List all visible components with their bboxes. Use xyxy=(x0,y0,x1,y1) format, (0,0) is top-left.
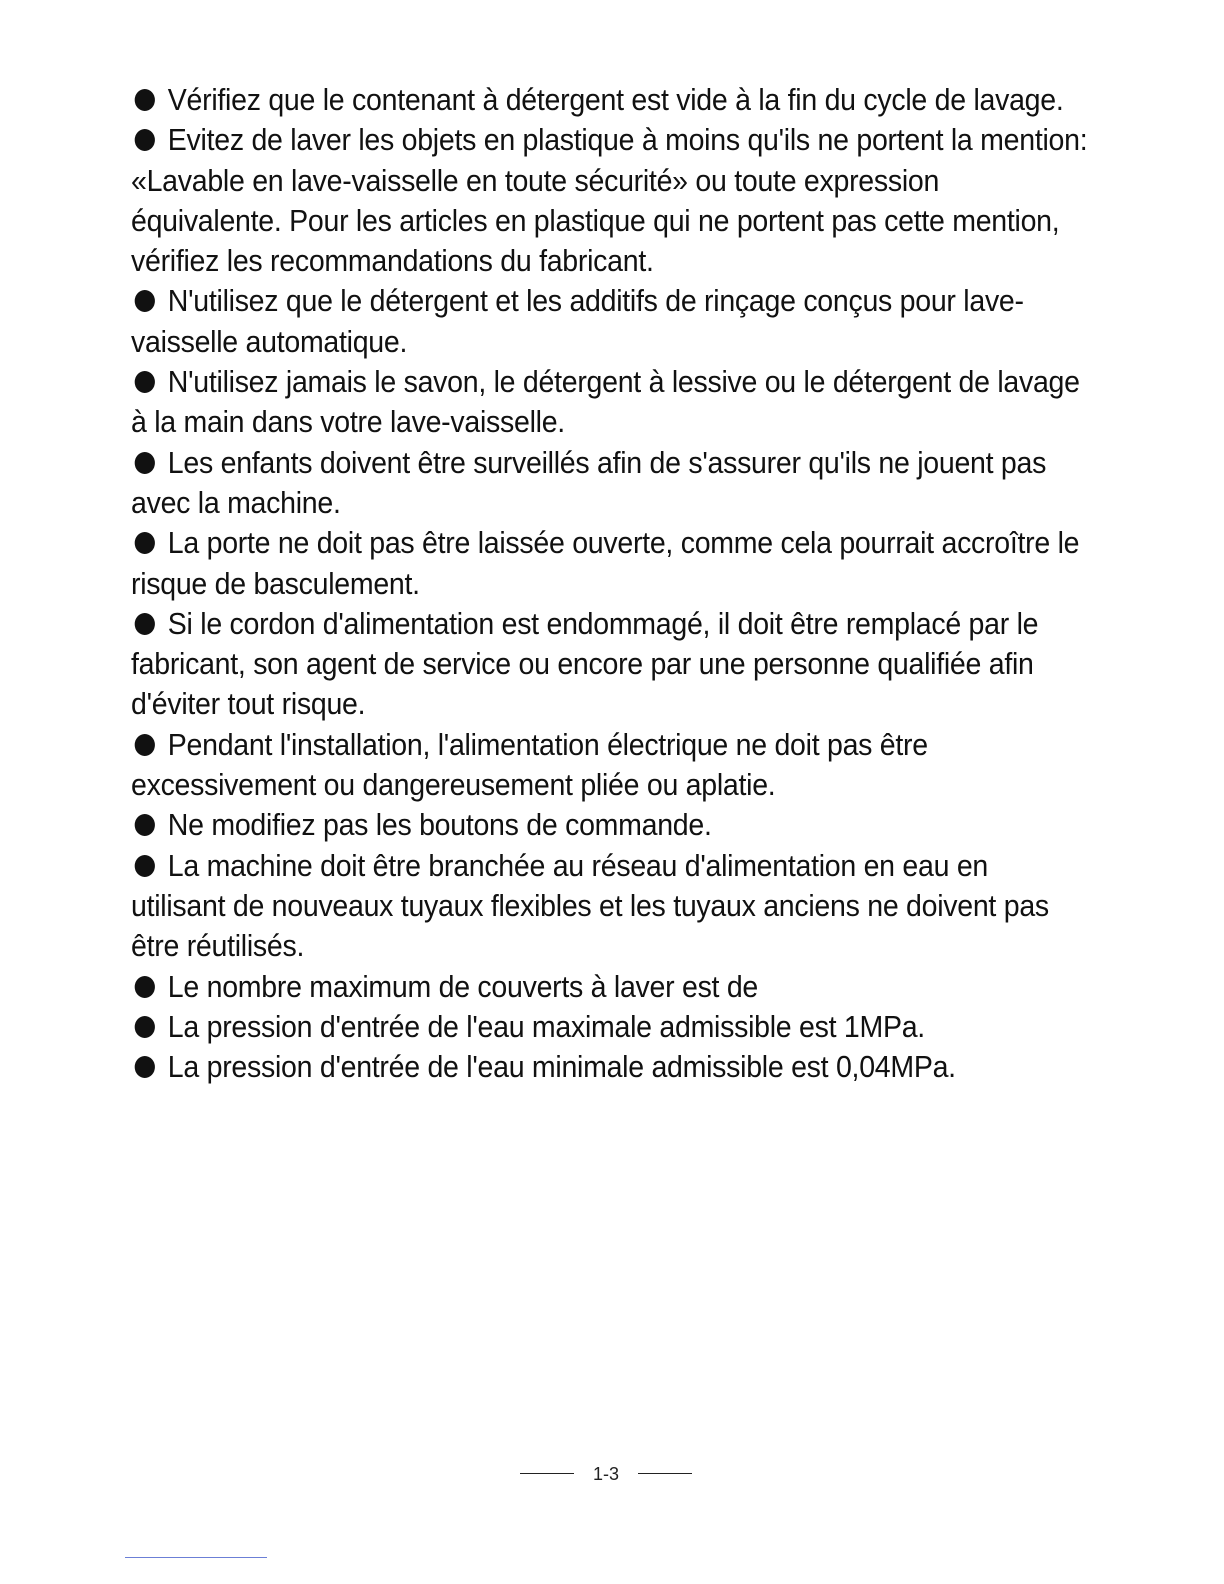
bullet-icon xyxy=(135,1056,155,1078)
list-item-text: Ne modifiez pas les boutons de commande. xyxy=(167,807,712,843)
bullet-icon xyxy=(135,290,155,312)
bullet-icon xyxy=(135,89,155,111)
list-item xyxy=(131,1047,1088,1087)
list-item xyxy=(131,846,1088,967)
bullet-icon xyxy=(135,613,155,635)
bullet-icon xyxy=(135,452,155,474)
bullet-icon xyxy=(135,734,155,756)
safety-instructions-list xyxy=(131,80,1091,1087)
footer-rule-left xyxy=(520,1473,574,1474)
bullet-icon xyxy=(135,855,155,877)
list-item xyxy=(131,967,1088,1007)
list-item xyxy=(131,805,1088,845)
list-item xyxy=(131,725,1088,806)
list-item-text: La pression d'entrée de l'eau minimale admissible est 0,04MPa. xyxy=(167,1049,956,1085)
list-item-text: Le nombre maximum de couverts à laver est de xyxy=(167,968,759,1004)
list-item-text: Les enfants doivent être surveillés afin de s'assurer qu'ils ne jouent pas avec la machine. xyxy=(131,444,1047,520)
list-item-text: La machine doit être branchée au réseau d'alimentation en eau en utilisant de nouveaux tuyaux flexibles et les tuyaux anciens ne doivent pas être réutilisés. xyxy=(131,847,1049,964)
list-item xyxy=(131,281,1088,362)
list-item-text: N'utilisez jamais le savon, le détergent à lessive ou le détergent de lavage à la main dans votre lave-vaisselle. xyxy=(131,364,1080,440)
list-item xyxy=(131,362,1088,443)
list-item xyxy=(131,120,1088,281)
list-item-text: Vérifiez que le contenant à détergent est vide à la fin du cycle de lavage. xyxy=(167,82,1064,117)
list-item-text: N'utilisez que le détergent et les additifs de rinçage conçus pour lave-vaisselle automatique. xyxy=(131,283,1024,359)
list-item xyxy=(131,604,1088,725)
page-footer xyxy=(0,1462,1224,1486)
list-item xyxy=(131,1007,1088,1047)
list-item-text: La pression d'entrée de l'eau maximale admissible est 1MPa. xyxy=(167,1008,925,1044)
bullet-icon xyxy=(135,532,155,554)
bottom-divider xyxy=(125,1557,267,1558)
footer-rule-right xyxy=(638,1473,692,1474)
list-item-text: Evitez de laver les objets en plastique à moins qu'ils ne portent la mention: «Lavable en lave-vaisselle en toute sécurité» ou toute expression équivalente. Pour les articles en plastique qui ne portent pas cette mention, vérifiez les recommandations du fabricant. xyxy=(131,122,1088,279)
bullet-icon xyxy=(135,1016,155,1038)
list-item-text: Pendant l'installation, l'alimentation électrique ne doit pas être excessivement ou dangereusement pliée ou aplatie. xyxy=(131,726,928,803)
list-item xyxy=(131,523,1088,604)
bullet-icon xyxy=(135,976,155,998)
bullet-icon xyxy=(135,371,155,393)
bullet-icon xyxy=(135,814,155,836)
list-item-text: Si le cordon d'alimentation est endommagé, il doit être remplacé par le fabricant, son agent de service ou encore par une personne qualifiée afin d'éviter tout risque. xyxy=(131,605,1039,722)
list-item xyxy=(131,80,1088,120)
list-item-text: La porte ne doit pas être laissée ouverte, comme cela pourrait accroître le risque de basculement. xyxy=(131,525,1080,601)
page-number: 1-3 xyxy=(592,1464,619,1484)
list-item xyxy=(131,443,1088,524)
bullet-icon xyxy=(135,129,155,151)
